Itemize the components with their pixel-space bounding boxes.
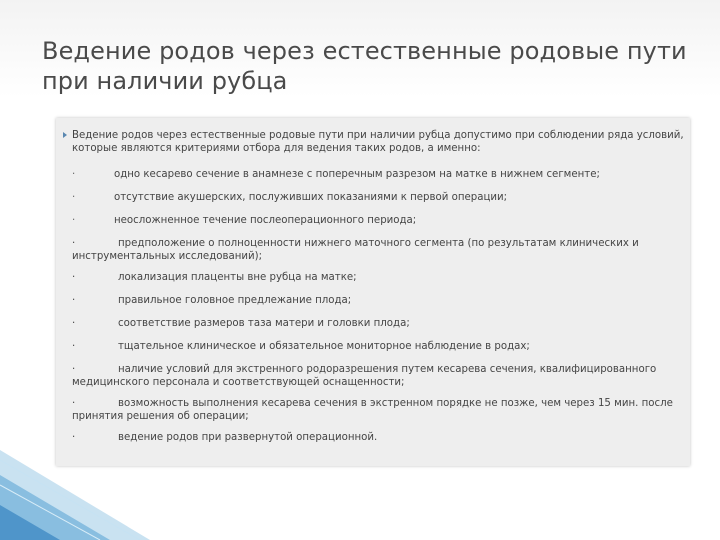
bullet-dot: · (72, 398, 76, 409)
bullet-dot: · (72, 169, 76, 180)
slide-title: Ведение родов через естественные родовые пути при наличии рубца (42, 37, 687, 95)
bullet-dot: · (72, 318, 76, 329)
list-item (72, 272, 684, 285)
list-item-text: одно кесарево сечение в анамнезе с поперечным разрезом на матке в нижнем сегменте; (114, 169, 600, 180)
bullet-dot: · (72, 364, 76, 375)
list-item (72, 215, 684, 228)
list-item-text: локализация плаценты вне рубца на матке; (118, 272, 357, 283)
list-item (72, 432, 684, 445)
list-item-text: наличие условий для экстренного родоразрешения путем кесарева сечения, квалифицированного медицинского персонала и соответствующей оснащенности; (72, 364, 657, 388)
list-item (72, 318, 684, 331)
list-item-text: возможность выполнения кесарева сечения в экстренном порядке не позже, чем через 15 мин. после принятия решения об операции; (72, 398, 673, 422)
list-item (72, 398, 684, 423)
list-item-text: ведение родов при развернутой операционной. (118, 432, 378, 443)
list-item (72, 238, 684, 263)
list-item (72, 192, 684, 205)
intro-paragraph: Ведение родов через естественные родовые пути при наличии рубца допустимо при соблюдении ряда условий, которые являются критериями отбора для ведения таких родов, а именно: (72, 130, 684, 154)
list-item-text: тщательное клиническое и обязательное мониторное наблюдение в родах; (118, 341, 530, 352)
list-item (72, 341, 684, 354)
list-item-text: отсутствие акушерских, послуживших показаниями к первой операции; (114, 192, 508, 203)
list-item (72, 364, 684, 389)
bullet-arrow-icon (63, 132, 67, 138)
bullet-dot: · (72, 192, 76, 203)
bullet-dot: · (72, 272, 76, 283)
bullet-dot: · (72, 432, 76, 443)
list-item-text: неосложненное течение послеоперационного периода; (114, 215, 417, 226)
bullet-dot: · (72, 238, 76, 249)
list-item (72, 169, 684, 182)
list-item-text: правильное головное предлежание плода; (118, 295, 352, 306)
list-item-text: предположение о полноценности нижнего маточного сегмента (по результатам клинических и инструментальных исследований); (72, 238, 639, 262)
bullet-dot: · (72, 295, 76, 306)
bullet-dot: · (72, 341, 76, 352)
bullet-dot: · (72, 215, 76, 226)
list-item (72, 295, 684, 308)
list-item-text: соответствие размеров таза матери и головки плода; (118, 318, 410, 329)
